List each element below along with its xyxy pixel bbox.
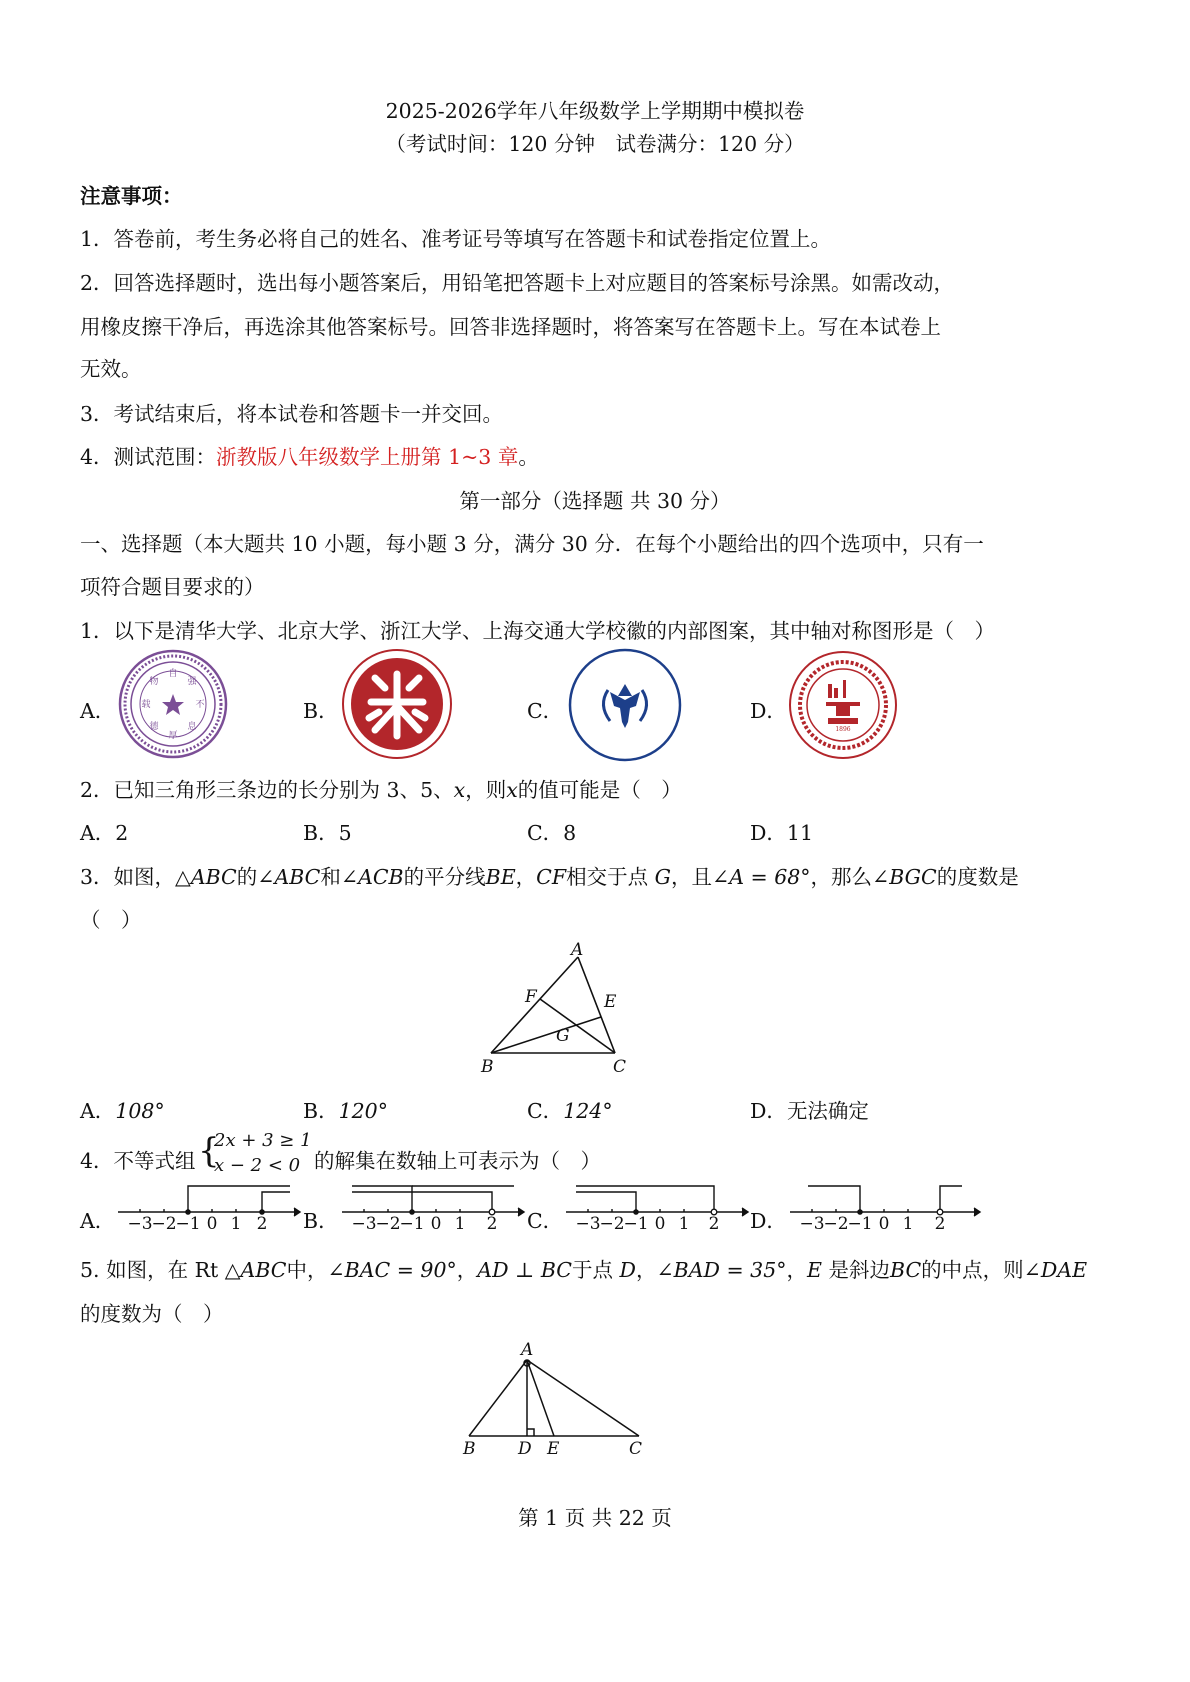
tick-label: −1 bbox=[399, 1214, 425, 1232]
tick-label: 0 bbox=[878, 1214, 890, 1232]
q5-math: D bbox=[619, 1258, 636, 1282]
q5-text: 中，∠ bbox=[286, 1258, 345, 1282]
tick-label: 1 bbox=[230, 1214, 242, 1232]
tick-label: 0 bbox=[430, 1214, 442, 1232]
notice-item-2-cont: 用橡皮擦干净后，再选涂其他答案标号。回答非选择题时，将答案写在答题卡上。写在本试卷上 bbox=[80, 315, 941, 339]
q2-stem-b: ，则 bbox=[465, 778, 507, 802]
tick-label: 2 bbox=[256, 1214, 268, 1232]
q3-math: CF bbox=[536, 865, 567, 889]
q3-label-b: B bbox=[481, 1057, 494, 1077]
question-5-stem-cont: 的度数为（ ） bbox=[80, 1302, 224, 1326]
emblem-char: 厚 bbox=[168, 731, 178, 741]
notice-item-4 bbox=[80, 440, 539, 470]
tick-label: 1 bbox=[454, 1214, 466, 1232]
emblem-char: 强 bbox=[187, 677, 197, 687]
q3-math: BE bbox=[485, 865, 516, 889]
q3-math: ABC bbox=[190, 865, 237, 889]
q5-label-a: A bbox=[521, 1340, 534, 1360]
tick-label: 0 bbox=[206, 1214, 218, 1232]
question-3-stem bbox=[80, 860, 1019, 890]
q3-label-e: E bbox=[604, 992, 617, 1012]
q1-option-b-label: B． bbox=[303, 699, 339, 723]
q3-opt-value: 124° bbox=[563, 1099, 613, 1123]
tick-label: 0 bbox=[654, 1214, 666, 1232]
q3-option-b bbox=[303, 1094, 388, 1124]
emblem-char: 自 bbox=[168, 669, 178, 679]
q4-stem-prefix: 4．不等式组 bbox=[80, 1149, 196, 1173]
page-number: 第 1 页 共 22 页 bbox=[518, 1506, 672, 1530]
tick-label: 1 bbox=[678, 1214, 690, 1232]
q5-math: E bbox=[807, 1258, 822, 1282]
q2-option-a: A．2 bbox=[80, 821, 129, 845]
notice-item-1: 1．答卷前，考生务必将自己的姓名、准考证号等填写在答题卡和试卷指定位置上。 bbox=[80, 227, 832, 251]
q2-var: x bbox=[453, 778, 466, 802]
q5-text: ， bbox=[786, 1258, 807, 1282]
question-5-stem bbox=[80, 1253, 1087, 1283]
q3-text: 相交于点 bbox=[566, 865, 655, 889]
q3-text: ，且∠ bbox=[671, 865, 730, 889]
q3-opt-value: 120° bbox=[338, 1099, 388, 1123]
section-instructions: 一、选择题（本大题共 10 小题，每小题 3 分，满分 30 分．在每个小题给出的四个选项中，只有一 bbox=[80, 532, 984, 556]
q3-label-f: F bbox=[525, 987, 537, 1007]
q3-opt-label: C． bbox=[527, 1099, 564, 1123]
q3-text: ， bbox=[515, 865, 537, 889]
q1-option-a-label: A． bbox=[80, 699, 116, 723]
number-line-c bbox=[564, 1180, 754, 1232]
q5-text: 5. 如图，在 Rt △ bbox=[80, 1258, 241, 1282]
question-2-stem bbox=[80, 773, 682, 803]
q3-text: ，那么∠ bbox=[810, 865, 890, 889]
tick-label: −2 bbox=[823, 1214, 849, 1232]
q2-option-c: C．8 bbox=[527, 821, 577, 845]
q4-option-a-label: A． bbox=[80, 1209, 116, 1233]
notice-heading: 注意事项： bbox=[80, 184, 183, 208]
page-title: 2025-2026学年八年级数学上学期期中模拟卷 bbox=[385, 99, 805, 123]
emblem-char: 载 bbox=[141, 700, 151, 710]
q3-math: A = 68° bbox=[729, 865, 811, 889]
q4-option-d-label: D． bbox=[750, 1209, 787, 1233]
q5-label-b: B bbox=[463, 1439, 476, 1459]
notice-item-2-end: 无效。 bbox=[80, 357, 142, 381]
q5-right-triangle-figure bbox=[455, 1336, 665, 1466]
q3-text: 的平分线 bbox=[403, 865, 486, 889]
q3-label-c: C bbox=[613, 1057, 627, 1077]
q5-math: BAD = 35° bbox=[673, 1258, 787, 1282]
emblem-year: 1896 bbox=[835, 726, 851, 733]
emblem-char: 不 bbox=[195, 700, 205, 710]
q3-math: ACB bbox=[358, 865, 404, 889]
q5-text: ，∠ bbox=[635, 1258, 674, 1282]
q3-opt-value: 108° bbox=[115, 1099, 165, 1123]
star-icon bbox=[162, 694, 184, 715]
q5-label-e: E bbox=[547, 1439, 560, 1459]
tick-label: 2 bbox=[486, 1214, 498, 1232]
q3-label-a: A bbox=[571, 940, 584, 960]
q3-text: 和∠ bbox=[320, 865, 359, 889]
q2-var: x bbox=[506, 778, 518, 802]
emblem-char: 德 bbox=[149, 722, 159, 732]
q3-opt-label: A． bbox=[80, 1099, 116, 1123]
q3-option-c bbox=[527, 1094, 613, 1124]
q4-stem-suffix: 的解集在数轴上可表示为（ ） bbox=[314, 1149, 601, 1173]
part1-title: 第一部分（选择题 共 30 分） bbox=[459, 489, 731, 513]
tick-label: −3 bbox=[351, 1214, 377, 1232]
q3-label-g: G bbox=[556, 1026, 570, 1046]
number-line-a bbox=[116, 1180, 306, 1232]
q5-math: BC bbox=[890, 1258, 922, 1282]
section-instructions-cont: 项符合题目要求的） bbox=[80, 575, 265, 599]
sjtu-emblem bbox=[788, 650, 898, 760]
tick-label: 1 bbox=[902, 1214, 914, 1232]
notice-item-2: 2．回答选择题时，选出每小题答案后，用铅笔把答题卡上对应题目的答案标号涂黑。如需改动， bbox=[80, 271, 955, 295]
q3-math: BGC bbox=[889, 865, 937, 889]
q5-label-c: C bbox=[629, 1439, 643, 1459]
tick-label: −3 bbox=[799, 1214, 825, 1232]
q5-text: 于点 bbox=[571, 1258, 620, 1282]
tick-label: −2 bbox=[599, 1214, 625, 1232]
tsinghua-emblem bbox=[118, 649, 228, 759]
tick-label: −1 bbox=[623, 1214, 649, 1232]
scope-range: 浙教版八年级数学上册第 1~3 章 bbox=[216, 445, 519, 469]
q5-math: ABC bbox=[240, 1258, 287, 1282]
q5-math: BC bbox=[540, 1258, 572, 1282]
q5-math: BAC = 90° bbox=[344, 1258, 457, 1282]
q3-text: 3．如图，△ bbox=[80, 865, 191, 889]
q3-text: 的度数是 bbox=[936, 865, 1019, 889]
q3-math: G bbox=[654, 865, 671, 889]
q5-text: ， bbox=[456, 1258, 478, 1282]
q5-text: ⊥ bbox=[508, 1258, 541, 1282]
tick-label: −2 bbox=[375, 1214, 401, 1232]
q2-stem-a: 2．已知三角形三条边的长分别为 3、5、 bbox=[80, 778, 454, 802]
tick-label: −1 bbox=[847, 1214, 873, 1232]
q3-opt-label: B． bbox=[303, 1099, 339, 1123]
q2-option-b: B．5 bbox=[303, 821, 352, 845]
zhejiang-emblem bbox=[568, 648, 682, 762]
q5-text: 的中点，则∠ bbox=[921, 1258, 1041, 1282]
q1-option-d-label: D． bbox=[750, 699, 787, 723]
emblem-char: 物 bbox=[149, 677, 159, 687]
number-line-b bbox=[340, 1180, 530, 1232]
q4-option-c-label: C． bbox=[527, 1209, 564, 1233]
q4-inequality-2: x − 2 < 0 bbox=[214, 1155, 301, 1176]
notice-item-3: 3．考试结束后，将本试卷和答题卡一并交回。 bbox=[80, 402, 504, 426]
q3-text: 的∠ bbox=[236, 865, 275, 889]
tick-label: 2 bbox=[934, 1214, 946, 1232]
q5-math: DAE bbox=[1040, 1258, 1088, 1282]
q4-option-b-label: B． bbox=[303, 1209, 339, 1233]
q2-stem-c: 的值可能是（ ） bbox=[517, 778, 682, 802]
q3-answer-paren: （ ） bbox=[80, 908, 142, 932]
exam-info: （考试时间：120 分钟 试卷满分：120 分） bbox=[385, 132, 805, 156]
q3-math: ABC bbox=[274, 865, 321, 889]
scope-label: 4．测试范围： bbox=[80, 445, 217, 469]
q5-label-d: D bbox=[518, 1439, 532, 1459]
tick-label: −3 bbox=[127, 1214, 153, 1232]
q4-inequality-1: 2x + 3 ≥ 1 bbox=[214, 1130, 312, 1151]
q1-option-c-label: C． bbox=[527, 699, 564, 723]
q3-triangle-figure bbox=[470, 935, 650, 1085]
q3-opt-value: 无法确定 bbox=[786, 1099, 869, 1123]
q5-text: 是斜边 bbox=[821, 1258, 890, 1282]
q3-option-a bbox=[80, 1094, 165, 1124]
scope-end: 。 bbox=[518, 445, 539, 469]
q2-option-d: D．11 bbox=[750, 821, 814, 845]
tick-label: −3 bbox=[575, 1214, 601, 1232]
emblem-char: 息 bbox=[187, 722, 197, 732]
tick-label: −2 bbox=[151, 1214, 177, 1232]
tick-label: −1 bbox=[175, 1214, 201, 1232]
question-1-stem: 1．以下是清华大学、北京大学、浙江大学、上海交通大学校徽的内部图案，其中轴对称图形是（ ） bbox=[80, 619, 996, 643]
q3-option-d bbox=[750, 1094, 869, 1124]
tick-label: 2 bbox=[708, 1214, 720, 1232]
q3-opt-label: D． bbox=[750, 1099, 787, 1123]
q5-math: AD bbox=[477, 1258, 509, 1282]
peking-emblem bbox=[341, 648, 453, 760]
number-line-d bbox=[788, 1180, 988, 1232]
brace-icon: { bbox=[198, 1131, 220, 1171]
